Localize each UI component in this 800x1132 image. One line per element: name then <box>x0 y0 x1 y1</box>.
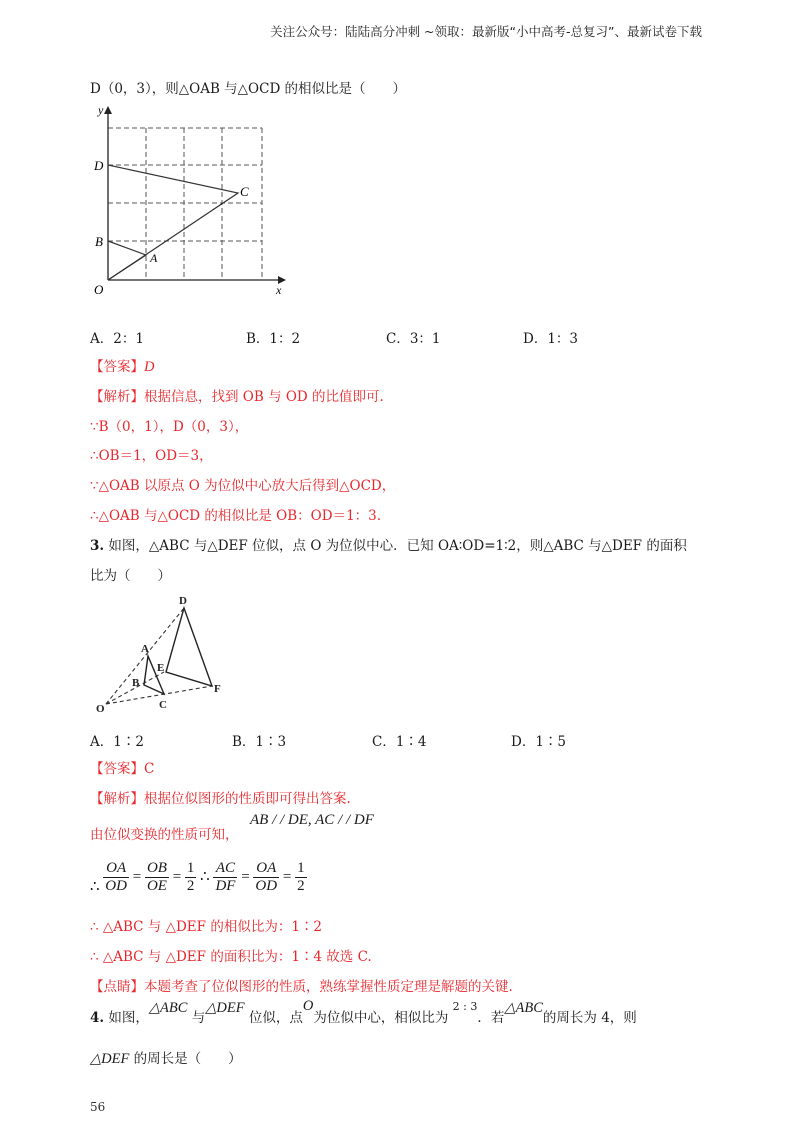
q4-triangle-def: △DEF <box>90 1051 130 1067</box>
equals-sign: = <box>282 868 292 885</box>
q4-triangle-abc: △ABC <box>148 1000 188 1016</box>
q3-ratio-equation <box>90 860 307 896</box>
q4-triangle-abc: △ABC <box>504 1000 543 1016</box>
fraction-oa-od: $\frac{OA}{OD}$ <box>105 860 127 894</box>
projection-lines <box>106 608 212 704</box>
q3-comment: 【点睛】本题考查了位似图形的性质，熟练掌握性质定理是解题的关键. <box>90 979 513 995</box>
therefore-symbol: ∴ <box>200 868 210 885</box>
q2-option-a: A．2：1 <box>90 331 144 347</box>
q4-triangle-def: △DEF <box>205 1000 245 1016</box>
grid-lines <box>108 128 262 280</box>
q2-analysis-line-1: 【解析】根据信息，找到 OB 与 OD 的比值即可. <box>90 389 384 405</box>
point-b-label: B <box>132 677 140 689</box>
q3-property-text: 由位似变换的性质可知， <box>90 827 239 843</box>
q4-center-o: O <box>302 998 314 1014</box>
y-axis-label: y <box>98 103 104 117</box>
page-number: 56 <box>90 1100 106 1114</box>
page-header: 关注公众号：陆陆高分冲刺 ~领取：最新版“小中高考-总复习”、最新试卷下载 <box>270 24 702 39</box>
q4-stem-line-2 <box>90 1050 242 1068</box>
point-o-label: O <box>94 282 104 297</box>
q3-stem-line-2: 比为（ ） <box>90 568 171 584</box>
triangle-oab <box>108 241 146 280</box>
point-f-label: F <box>214 683 221 695</box>
point-a-label: A <box>150 251 158 265</box>
q2-analysis-line-2: ∵B（0，1），D（0，3）， <box>90 419 249 435</box>
q2-option-c: C．3：1 <box>386 331 441 347</box>
q4-text: 为位似中心，相似比为 <box>313 1010 449 1026</box>
equals-sign: = <box>132 868 142 885</box>
q3-stem-line-1 <box>90 537 687 555</box>
q2-analysis-line-4: ∵△OAB 以原点 O 为位似中心放大后得到△OCD， <box>90 478 396 494</box>
y-axis-arrow-icon <box>104 106 112 114</box>
q2-option-d: D．1：3 <box>523 331 579 347</box>
point-c-label: C <box>240 184 249 199</box>
q2-analysis-line-3: ∴OB＝1，OD＝3， <box>90 448 213 464</box>
q2-analysis-line-5: ∴△OAB 与△OCD 的相似比是 OB：OD＝1：3. <box>90 508 382 524</box>
q2-answer-value: D <box>144 359 155 375</box>
point-o-label: O <box>96 703 105 715</box>
q4-text: 的周长为 4，则 <box>542 1010 637 1026</box>
q2-option-b: B．1：2 <box>246 331 301 347</box>
q2-coordinate-figure <box>88 100 293 300</box>
q4-stem-line-1 <box>90 1000 637 1036</box>
q4-text: 如图， <box>108 1010 149 1026</box>
q3-answer-label: 【答案】 <box>90 761 144 777</box>
fraction-ob-oe: $\frac{OB}{OE}$ <box>146 860 167 894</box>
point-d-label: D <box>179 595 187 607</box>
triangle-def <box>166 608 212 686</box>
equals-sign: = <box>172 868 182 885</box>
q4-number: 4. <box>90 1010 105 1026</box>
q3-option-d: D．1∶5 <box>511 734 567 750</box>
q4-text: 与 <box>191 1010 206 1026</box>
q4-text: 的周长是（ ） <box>133 1051 242 1067</box>
q4-text: 位似，点 <box>248 1010 303 1026</box>
fraction-oa-od: $\frac{OA}{OD}$ <box>255 860 278 894</box>
triangle-ocd <box>108 165 238 280</box>
point-c-label: C <box>159 699 167 711</box>
therefore-symbol: ∴ <box>90 878 100 895</box>
point-b-label: B <box>95 234 103 249</box>
q2-stem-tail: D（0，3），则△OAB 与△OCD 的相似比是（ ） <box>90 81 407 97</box>
fraction-ac-df: $\frac{AC}{DF}$ <box>215 860 236 894</box>
q4-text: ．若 <box>477 1010 505 1026</box>
x-axis-label: x <box>276 283 282 297</box>
q3-analysis: 【解析】根据位似图形的性质即可得出答案. <box>90 791 351 807</box>
q2-answer-label: 【答案】 <box>90 359 144 375</box>
q3-answer-value: C <box>144 761 155 777</box>
q3-similarity-ratio-line: ∴ △ABC 与 △DEF 的相似比为：1∶2 <box>90 919 322 935</box>
q4-ratio: 2 : 3 <box>452 1000 478 1013</box>
q3-option-c: C．1∶4 <box>372 734 427 750</box>
q3-number: 3. <box>90 538 105 554</box>
fraction-one-half: $\frac{1}{2}$ <box>186 860 195 894</box>
q3-homothety-figure <box>96 592 236 716</box>
equals-sign: = <box>241 868 250 885</box>
point-e-label: E <box>157 662 165 674</box>
fraction-one-half: $\frac{1}{2}$ <box>297 860 305 894</box>
q3-stem-text: 如图，△ABC 与△DEF 位似，点 O 为位似中心．已知 OA∶OD=1∶2，则△ABC 与△DEF 的面积 <box>108 538 687 554</box>
q3-option-b: B．1∶3 <box>232 734 287 750</box>
q3-option-a: A．1∶2 <box>90 734 144 750</box>
q2-answer <box>90 358 154 376</box>
q3-area-ratio-line: ∴ △ABC 与 △DEF 的面积比为：1∶4 故选 C. <box>90 949 372 965</box>
q3-parallel-relation: AB / / DE, AC / / DF <box>250 812 374 828</box>
point-a-label: A <box>141 643 149 655</box>
q3-answer <box>90 760 154 778</box>
point-d-label: D <box>94 158 104 173</box>
